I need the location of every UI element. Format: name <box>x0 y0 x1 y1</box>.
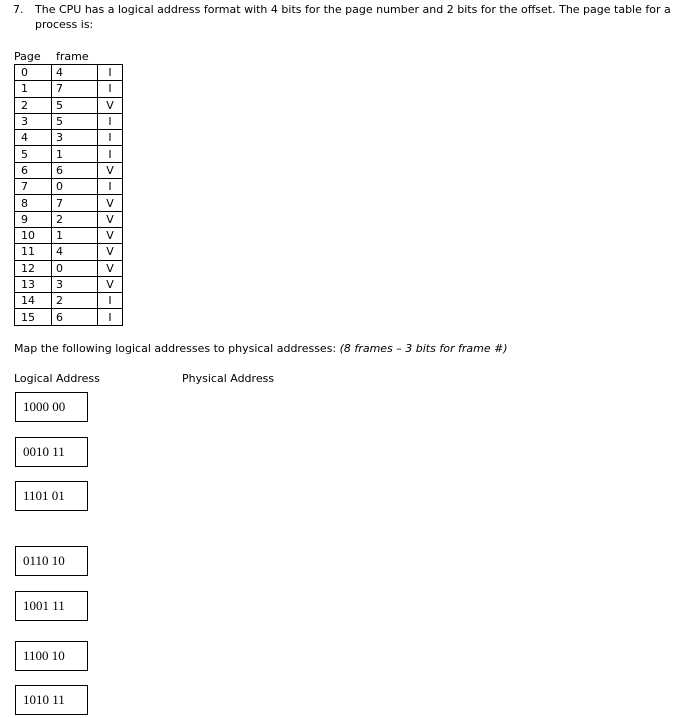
logical-address-label: Logical Address <box>14 372 100 385</box>
page-table-row <box>15 65 123 81</box>
valid-bit-cell: I <box>98 179 123 195</box>
page-table-row <box>15 179 123 195</box>
page-number-cell: 10 <box>15 227 52 243</box>
page-table <box>14 64 123 326</box>
valid-bit-cell: V <box>98 244 123 260</box>
frame-number-cell: 5 <box>52 97 98 113</box>
valid-bit-cell: V <box>98 227 123 243</box>
page-number-cell: 5 <box>15 146 52 162</box>
page-number-cell: 12 <box>15 260 52 276</box>
valid-bit-cell: I <box>98 293 123 309</box>
page-table-row <box>15 293 123 309</box>
frame-number-cell: 1 <box>52 146 98 162</box>
logical-address-box: 1001 11 <box>15 591 88 621</box>
frame-number-cell: 7 <box>52 81 98 97</box>
frame-number-cell: 2 <box>52 211 98 227</box>
logical-address-box: 0110 10 <box>15 546 88 576</box>
valid-bit-cell: I <box>98 309 123 325</box>
page-number-cell: 3 <box>15 113 52 129</box>
page-table-row <box>15 162 123 178</box>
logical-address-box: 1010 11 <box>15 685 88 715</box>
question-text-line-2: process is: <box>35 18 94 31</box>
mapping-instruction-text: Map the following logical addresses to physical addresses: <box>14 342 340 355</box>
page-table-row <box>15 195 123 211</box>
page-column-header: Page <box>14 50 41 63</box>
valid-bit-cell: V <box>98 162 123 178</box>
frame-number-cell: 3 <box>52 276 98 292</box>
valid-bit-cell: V <box>98 97 123 113</box>
page-table-row <box>15 113 123 129</box>
valid-bit-cell: V <box>98 260 123 276</box>
page-table-row <box>15 130 123 146</box>
page-number-cell: 15 <box>15 309 52 325</box>
page-table-row <box>15 276 123 292</box>
logical-address-box: 1100 10 <box>15 641 88 671</box>
frame-number-cell: 5 <box>52 113 98 129</box>
frame-number-cell: 6 <box>52 162 98 178</box>
page-table-row <box>15 81 123 97</box>
frame-number-cell: 4 <box>52 244 98 260</box>
valid-bit-cell: I <box>98 146 123 162</box>
page-table-row <box>15 260 123 276</box>
frame-column-header: frame <box>56 50 89 63</box>
valid-bit-cell: V <box>98 195 123 211</box>
page-number-cell: 9 <box>15 211 52 227</box>
frame-number-cell: 3 <box>52 130 98 146</box>
frame-number-cell: 7 <box>52 195 98 211</box>
mapping-instruction-note: (8 frames – 3 bits for frame #) <box>339 342 508 355</box>
page-table-row <box>15 97 123 113</box>
valid-bit-cell: V <box>98 211 123 227</box>
question-text-line-1: The CPU has a logical address format with 4 bits for the page number and 2 bits for the offset. The page table for a <box>35 3 671 16</box>
page-table-row <box>15 309 123 325</box>
page-number-cell: 8 <box>15 195 52 211</box>
mapping-instruction <box>14 342 508 355</box>
page-table-row <box>15 146 123 162</box>
physical-address-label: Physical Address <box>182 372 275 385</box>
logical-address-box: 1000 00 <box>15 392 88 422</box>
page-number-cell: 4 <box>15 130 52 146</box>
frame-number-cell: 2 <box>52 293 98 309</box>
question-number: 7. <box>13 3 24 16</box>
page-table-row <box>15 244 123 260</box>
page-table-row <box>15 227 123 243</box>
logical-address-box: 0010 11 <box>15 437 88 467</box>
page-number-cell: 1 <box>15 81 52 97</box>
page-number-cell: 0 <box>15 65 52 81</box>
page-table-row <box>15 211 123 227</box>
valid-bit-cell: I <box>98 130 123 146</box>
valid-bit-cell: I <box>98 113 123 129</box>
valid-bit-cell: I <box>98 81 123 97</box>
page-number-cell: 2 <box>15 97 52 113</box>
frame-number-cell: 0 <box>52 260 98 276</box>
valid-bit-cell: V <box>98 276 123 292</box>
page-number-cell: 7 <box>15 179 52 195</box>
page-number-cell: 11 <box>15 244 52 260</box>
page-number-cell: 6 <box>15 162 52 178</box>
frame-number-cell: 1 <box>52 227 98 243</box>
page-number-cell: 14 <box>15 293 52 309</box>
frame-number-cell: 0 <box>52 179 98 195</box>
valid-bit-cell: I <box>98 65 123 81</box>
frame-number-cell: 4 <box>52 65 98 81</box>
page-number-cell: 13 <box>15 276 52 292</box>
frame-number-cell: 6 <box>52 309 98 325</box>
logical-address-box: 1101 01 <box>15 481 88 511</box>
